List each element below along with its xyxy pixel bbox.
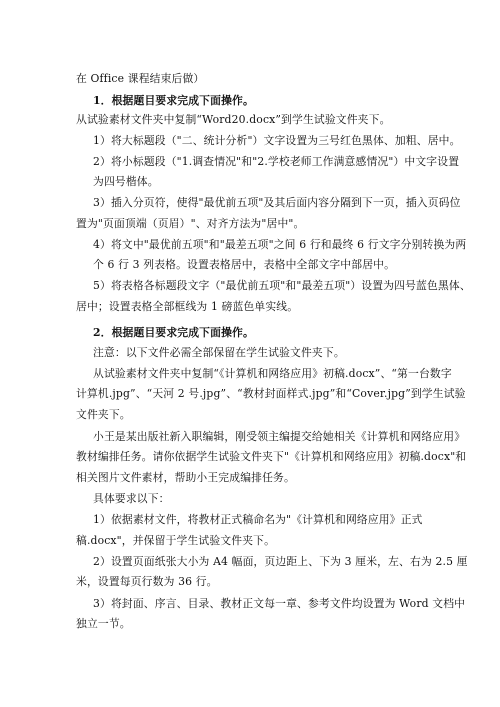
paragraph-line: 具体要求以下： (93, 492, 170, 505)
paragraph-line: 教材编排任务。请你依据学生试验文件夹下"《计算机和网络应用》初稿.docx"和 (76, 450, 467, 463)
paragraph-line: 5）将表格各标题段文字（"最优前五项"和"最差五项"）设置为四号蓝色黑体、 (93, 279, 471, 292)
section-1-heading: 1．根据题目要求完成下面操作。 (93, 94, 254, 107)
paragraph-line: 从试验素材文件夹中复制“《计算机和网络应用》初稿.docx”、“第一台数字 (93, 367, 452, 380)
paragraph-line: 4）将文中"最优前五项"和"最差五项"之间 6 行和最终 6 行文字分别转换为两 (93, 238, 467, 251)
paragraph-line: 3）插入分页符，使得"最优前五项"及其后面内容分隔到下一页，插入页码位 (93, 196, 461, 209)
paragraph-line: 从试验素材文件夹中复制“Word20.docx”到学生试验文件夹下。 (76, 113, 391, 126)
paragraph-line: 3）将封面、序言、目录、教材正文每一章、参考文件均设置为 Word 文档中 (93, 597, 466, 610)
paragraph-line: 个 6 行 3 列表格。设置表格居中，表格中全部文字中部居中。 (93, 258, 396, 271)
section-2-heading: 2．根据题目要求完成下面操作。 (93, 326, 254, 339)
paragraph-line: 独立一节。 (76, 617, 131, 630)
paragraph-line: 居中；设置表格全部框线为 1 磅蓝色单实线。 (76, 300, 299, 313)
paragraph-line: 文件夹下。 (76, 408, 131, 421)
paragraph-line: 小王是某出版社新入职编辑，刚受领主编提交给她相关《计算机和网络应用》 (93, 430, 466, 443)
intro-line: 在 Office 课程结束后做） (76, 72, 205, 85)
paragraph-line: 置为"页面顶端（页眉）"、对齐方法为"居中"。 (76, 217, 305, 230)
paragraph-line: 相关图片文件素材，帮助小王完成编排任务。 (76, 471, 295, 484)
paragraph-line: 1）依据素材文件，将教材正式稿命名为"《计算机和网络应用》正式 (93, 513, 423, 526)
paragraph-line: 1）将大标题段（"二、统计分析"）文字设置为三号红色黑体、加粗、居中。 (93, 134, 461, 147)
paragraph-line: 计算机.jpg”、“天河 2 号.jpg”、“教材封面样式.jpg”和“Cover.jpg”到学生试验 (76, 387, 466, 400)
paragraph-line: 稿.docx"，并保留于学生试验文件夹下。 (76, 534, 276, 547)
paragraph-line: 为四号楷体。 (93, 175, 159, 188)
paragraph-line: 米，设置每页行数为 36 行。 (76, 575, 218, 588)
paragraph-line: 2）将小标题段（"1.调查情况"和"2.学校老师工作满意感情况"）中文字设置 (93, 155, 460, 168)
note-line: 注意：以下文件必需全部保留在学生试验文件夹下。 (93, 346, 345, 359)
paragraph-line: 2）设置页面纸张大小为 A4 幅面，页边距上、下为 3 厘米，左、右为 2.5 厘 (93, 555, 468, 568)
